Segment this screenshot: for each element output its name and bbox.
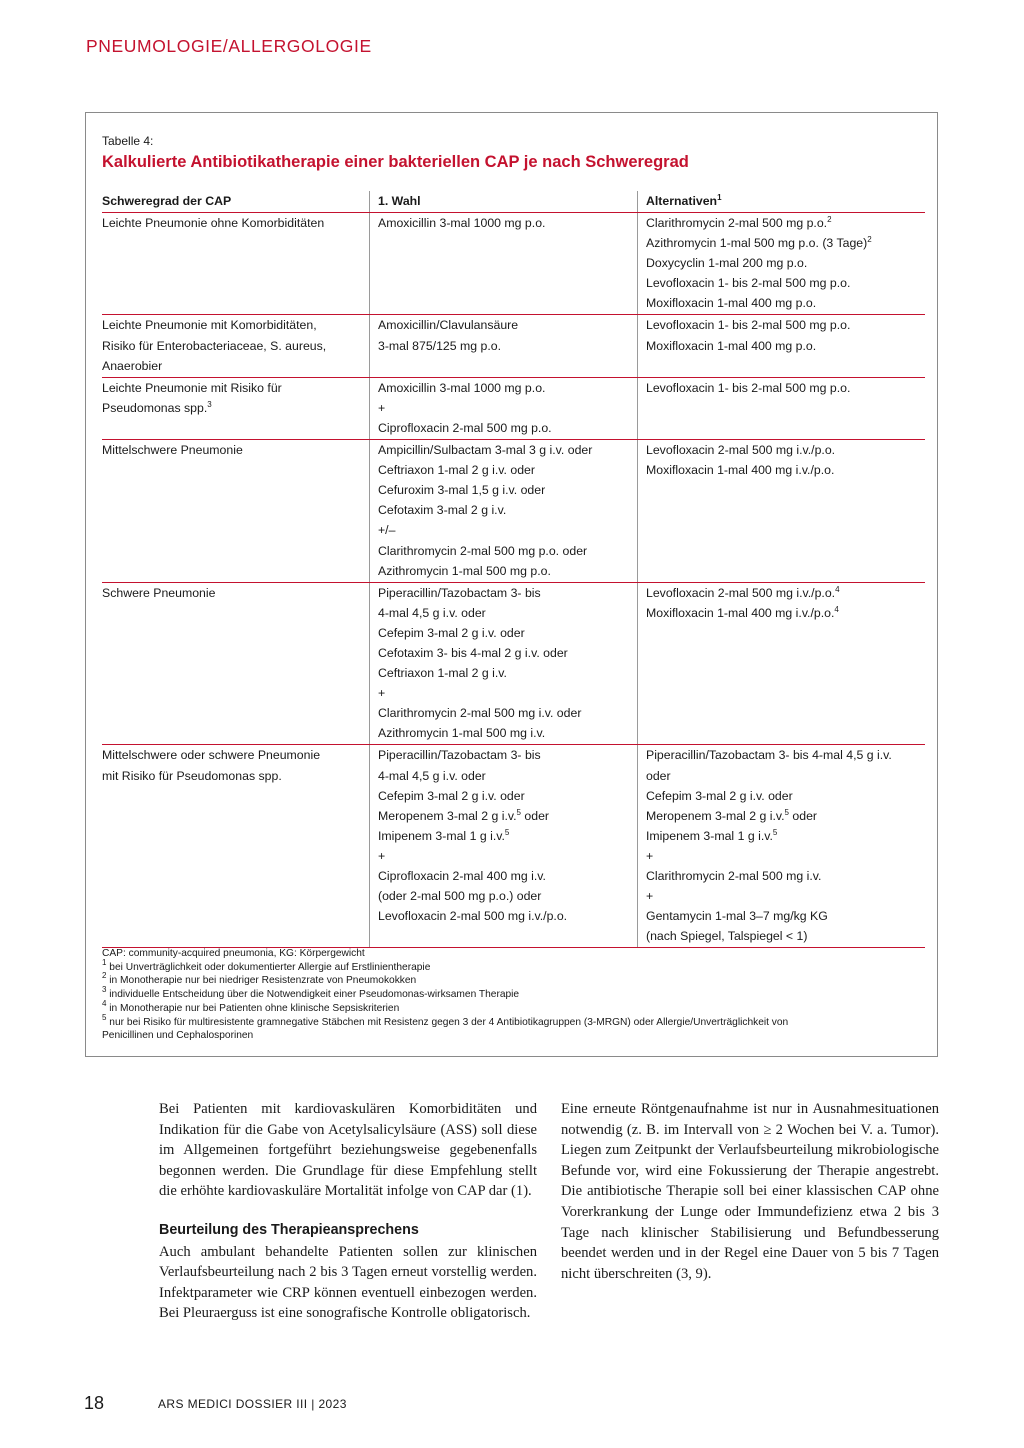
footnote: Penicillinen und Cephalosporinen <box>102 1030 254 1042</box>
cell-line: Leichte Pneumonie mit Risiko für <box>102 380 282 395</box>
cell-line: Cefepim 3-mal 2 g i.v. oder <box>378 788 525 803</box>
antibiotic-table <box>102 191 925 948</box>
cell-alternatives <box>637 583 925 745</box>
cell-line: Risiko für Enterobacteriaceae, S. aureus, <box>102 338 327 353</box>
cell-line: oder <box>646 768 671 783</box>
table-row <box>102 440 925 583</box>
cell-line: Levofloxacin 1- bis 2-mal 500 mg p.o. <box>646 380 851 395</box>
header-first-choice: 1. Wahl <box>369 191 637 212</box>
cell-severity <box>102 440 369 582</box>
cell-line: + <box>646 848 654 863</box>
header-severity: Schweregrad der CAP <box>102 194 232 208</box>
table-title: Kalkulierte Antibiotikatherapie einer bakteriellen CAP je nach Schweregrad <box>102 153 689 171</box>
cell-line: Schwere Pneumonie <box>102 585 216 600</box>
footnote-marker: 3 <box>207 399 212 409</box>
cell-line: Cefepim 3-mal 2 g i.v. oder <box>378 625 525 640</box>
cell-first-choice <box>369 378 637 439</box>
cell-line: Anaerobier <box>102 358 163 373</box>
footnote-marker: 1 <box>102 957 107 967</box>
footnote-marker: 2 <box>827 215 832 224</box>
cell-line: Ampicillin/Sulbactam 3-mal 3 g i.v. oder <box>378 443 593 458</box>
footnote: CAP: community-acquired pneumonia, KG: Körpergewicht <box>102 948 365 959</box>
cell-severity <box>102 213 369 314</box>
cell-line: Ciprofloxacin 2-mal 500 mg p.o. <box>378 420 552 435</box>
cell-line: Cefotaxim 3-mal 2 g i.v. <box>378 503 507 518</box>
cell-line: Meropenem 3-mal 2 g i.v.$^5$ oder <box>646 807 817 823</box>
cell-line: Cefepim 3-mal 2 g i.v. oder <box>646 788 793 803</box>
table-row <box>102 583 925 746</box>
cell-first-choice <box>369 745 637 947</box>
cell-line: Amoxicillin/Clavulansäure <box>378 318 519 333</box>
cell-line: + <box>378 848 386 863</box>
footnote-marker: 4 <box>834 604 839 614</box>
cell-alternatives <box>637 745 925 947</box>
cell-line: Azithromycin 1-mal 500 mg p.o. <box>378 563 551 578</box>
cell-line: Levofloxacin 2-mal 500 mg i.v./p.o. <box>378 909 568 924</box>
cell-line: Ceftriaxon 1-mal 2 g i.v. oder <box>378 463 535 478</box>
table-box <box>85 112 938 1057</box>
cell-line: Cefuroxim 3-mal 1,5 g i.v. oder <box>378 483 546 498</box>
cell-line: Doxycyclin 1-mal 200 mg p.o. <box>646 256 808 271</box>
table-label: Tabelle 4: <box>102 134 154 148</box>
header-alternatives-label: Alternativen <box>646 194 718 208</box>
subheading: Beurteilung des Therapieansprechens <box>159 1221 419 1238</box>
paragraph: Auch ambulant behandelte Patienten sollen zur klinischen Verlaufsbeurteilung nach 2 bis 3 Tagen erneut vorstellig werden. Infektparameter wie CRP können eventuell einbezogen werden. Bei Pleuraerguss ist eine sonografische Kontrolle obligatorisch. <box>159 1243 537 1322</box>
cell-line: Levofloxacin 1- bis 2-mal 500 mg p.o. <box>646 318 851 333</box>
cell-line: Levofloxacin 1- bis 2-mal 500 mg p.o. <box>646 276 851 291</box>
footnote: $^5$ nur bei Risiko für multiresistente gramnegative Stäbchen mit Resistenz gegen 3 der 4 Antibiotikagruppen (3-MRGN) oder Allergie/Unverträglichkeit von <box>102 1012 789 1028</box>
cell-line: Imipenem 3-mal 1 g i.v.$^5$ <box>378 827 510 843</box>
footnote-marker: 1 <box>717 193 722 202</box>
cell-line: Levofloxacin 2-mal 500 mg i.v./p.o.$^4$ <box>646 584 840 600</box>
cell-first-choice <box>369 213 637 314</box>
body-column-right <box>561 1099 939 1284</box>
cell-first-choice <box>369 440 637 582</box>
cell-severity <box>102 583 369 745</box>
cell-alternatives <box>637 378 925 439</box>
body-column-left <box>159 1099 537 1324</box>
cell-line: Clarithromycin 2-mal 500 mg p.o.$^2$ <box>646 215 832 230</box>
cell-line: Amoxicillin 3-mal 1000 mg p.o. <box>378 216 546 230</box>
footnote-marker: 5 <box>784 807 789 817</box>
footnote-marker: 5 <box>516 807 521 817</box>
cell-line: + <box>378 400 386 415</box>
cell-line: Piperacillin/Tazobactam 3- bis 4-mal 4,5 g i.v. <box>646 748 892 763</box>
cell-line: Cefotaxim 3- bis 4-mal 2 g i.v. oder <box>378 645 568 660</box>
cell-line: (nach Spiegel, Talspiegel < 1) <box>646 929 808 944</box>
table-row <box>102 378 925 440</box>
cell-line: Clarithromycin 2-mal 500 mg i.v. <box>646 869 822 883</box>
cell-line: +/– <box>378 523 396 538</box>
cell-severity <box>102 315 369 376</box>
cell-alternatives <box>637 315 925 376</box>
cell-line: 4-mal 4,5 g i.v. oder <box>378 605 486 620</box>
table-row <box>102 315 925 377</box>
footnote-marker: 3 <box>102 985 107 995</box>
footnote-marker: 5 <box>102 1012 107 1022</box>
cell-first-choice <box>369 315 637 376</box>
footnote: $^1$ bei Unverträglichkeit oder dokumentierter Allergie auf Erstlinientherapie <box>102 957 431 973</box>
cell-line: Moxifloxacin 1-mal 400 mg i.v./p.o.$^4$ <box>646 604 839 620</box>
cell-line: Azithromycin 1-mal 500 mg i.v. <box>378 726 546 741</box>
cell-severity <box>102 745 369 947</box>
cell-line: Clarithromycin 2-mal 500 mg i.v. oder <box>378 706 582 721</box>
table-header-row <box>102 191 925 213</box>
cell-line: Amoxicillin 3-mal 1000 mg p.o. <box>378 380 546 395</box>
cell-line: Meropenem 3-mal 2 g i.v.$^5$ oder <box>378 807 549 823</box>
cell-line: Moxifloxacin 1-mal 400 mg i.v./p.o. <box>646 463 835 478</box>
page-number: 18 <box>84 1393 105 1413</box>
footnote-marker: 5 <box>772 827 778 837</box>
paragraph: Bei Patienten mit kardiovaskulären Komorbiditäten und Indikation für die Gabe von Acetylsalicylsäure (ASS) soll diese im Allgemeinen fortgeführt beziehungsweise gegebenenfalls begonnen werden. Die Grundlage für diese Empfehlung stellt die erhöhte kardiovaskuläre Mortalität infolge von CAP dar (1). <box>159 1101 537 1200</box>
paragraph: Eine erneute Röntgenaufnahme ist nur in Ausnahmesituationen notwendig (z. B. im Intervall von ≥ 2 Wochen bei V. a. Tumor). Liegen zum Zeitpunkt der Verlaufsbeurteilung mikrobiologische Befunde vor, wird eine Fokussierung der Therapie angestrebt. Die antibiotische Therapie soll bei einer klassischen CAP ohne Vorerkrankung der Lunge oder Immundefizienz etwa 2 bis 3 Tage nach klinischer Stabilisierung und Befundbesserung beendet werden und in der Regel eine Dauer von 5 bis 7 Tagen nicht überschreiten (3, 9). <box>561 1101 939 1282</box>
cell-line: Mittelschwere Pneumonie <box>102 443 243 458</box>
cell-line: Mittelschwere oder schwere Pneumonie <box>102 748 321 763</box>
cell-line: Ciprofloxacin 2-mal 400 mg i.v. <box>378 869 546 883</box>
cell-line: Levofloxacin 2-mal 500 mg i.v./p.o. <box>646 443 836 458</box>
cell-alternatives <box>637 440 925 582</box>
footnote: $^3$ individuelle Entscheidung über die Notwendigkeit einer Pseudomonas-wirksamen Therapie <box>102 985 520 1001</box>
header-alternatives <box>637 191 925 212</box>
cell-line: (oder 2-mal 500 mg p.o.) oder <box>378 889 542 904</box>
footnote-marker: 4 <box>102 998 107 1008</box>
footnote-marker: 2 <box>102 971 107 981</box>
cell-line: Gentamycin 1-mal 3–7 mg/kg KG <box>646 909 828 924</box>
cell-line: + <box>646 889 654 904</box>
cell-first-choice <box>369 583 637 745</box>
journal-name: ARS MEDICI DOSSIER III | 2023 <box>158 1397 347 1411</box>
cell-line: 3-mal 875/125 mg p.o. <box>378 338 502 353</box>
cell-line: Azithromycin 1-mal 500 mg p.o. (3 Tage)$^2$ <box>646 235 872 251</box>
section-title: PNEUMOLOGIE/ALLERGOLOGIE <box>86 36 372 56</box>
cell-line: Ceftriaxon 1-mal 2 g i.v. <box>378 666 507 681</box>
cell-line: 4-mal 4,5 g i.v. oder <box>378 768 486 783</box>
footnote-marker: 4 <box>835 584 840 594</box>
footnote: $^4$ in Monotherapie nur bei Patienten ohne klinische Sepsiskriterien <box>102 998 400 1014</box>
cell-line: mit Risiko für Pseudomonas spp. <box>102 768 282 783</box>
cell-line: Pseudomonas spp.$^3$ <box>102 399 212 415</box>
table-footnotes <box>102 947 922 1043</box>
footnote-marker: 2 <box>867 235 872 245</box>
cell-line: Leichte Pneumonie mit Komorbiditäten, <box>102 318 317 333</box>
footnote: $^2$ in Monotherapie nur bei niedriger Resistenzrate von Pneumokokken <box>102 971 417 987</box>
footnote-marker: 5 <box>504 827 510 837</box>
cell-alternatives <box>637 213 925 314</box>
table-row <box>102 213 925 315</box>
table-row <box>102 745 925 948</box>
cell-line: Imipenem 3-mal 1 g i.v.$^5$ <box>646 827 778 843</box>
cell-line: Leichte Pneumonie ohne Komorbiditäten <box>102 216 325 230</box>
cell-line: Piperacillin/Tazobactam 3- bis <box>378 748 541 763</box>
cell-line: Moxifloxacin 1-mal 400 mg p.o. <box>646 296 817 311</box>
cell-line: Moxifloxacin 1-mal 400 mg p.o. <box>646 338 817 353</box>
cell-line: Clarithromycin 2-mal 500 mg p.o. oder <box>378 543 588 558</box>
cell-line: + <box>378 686 386 701</box>
cell-line: Piperacillin/Tazobactam 3- bis <box>378 585 541 600</box>
cell-severity <box>102 378 369 439</box>
